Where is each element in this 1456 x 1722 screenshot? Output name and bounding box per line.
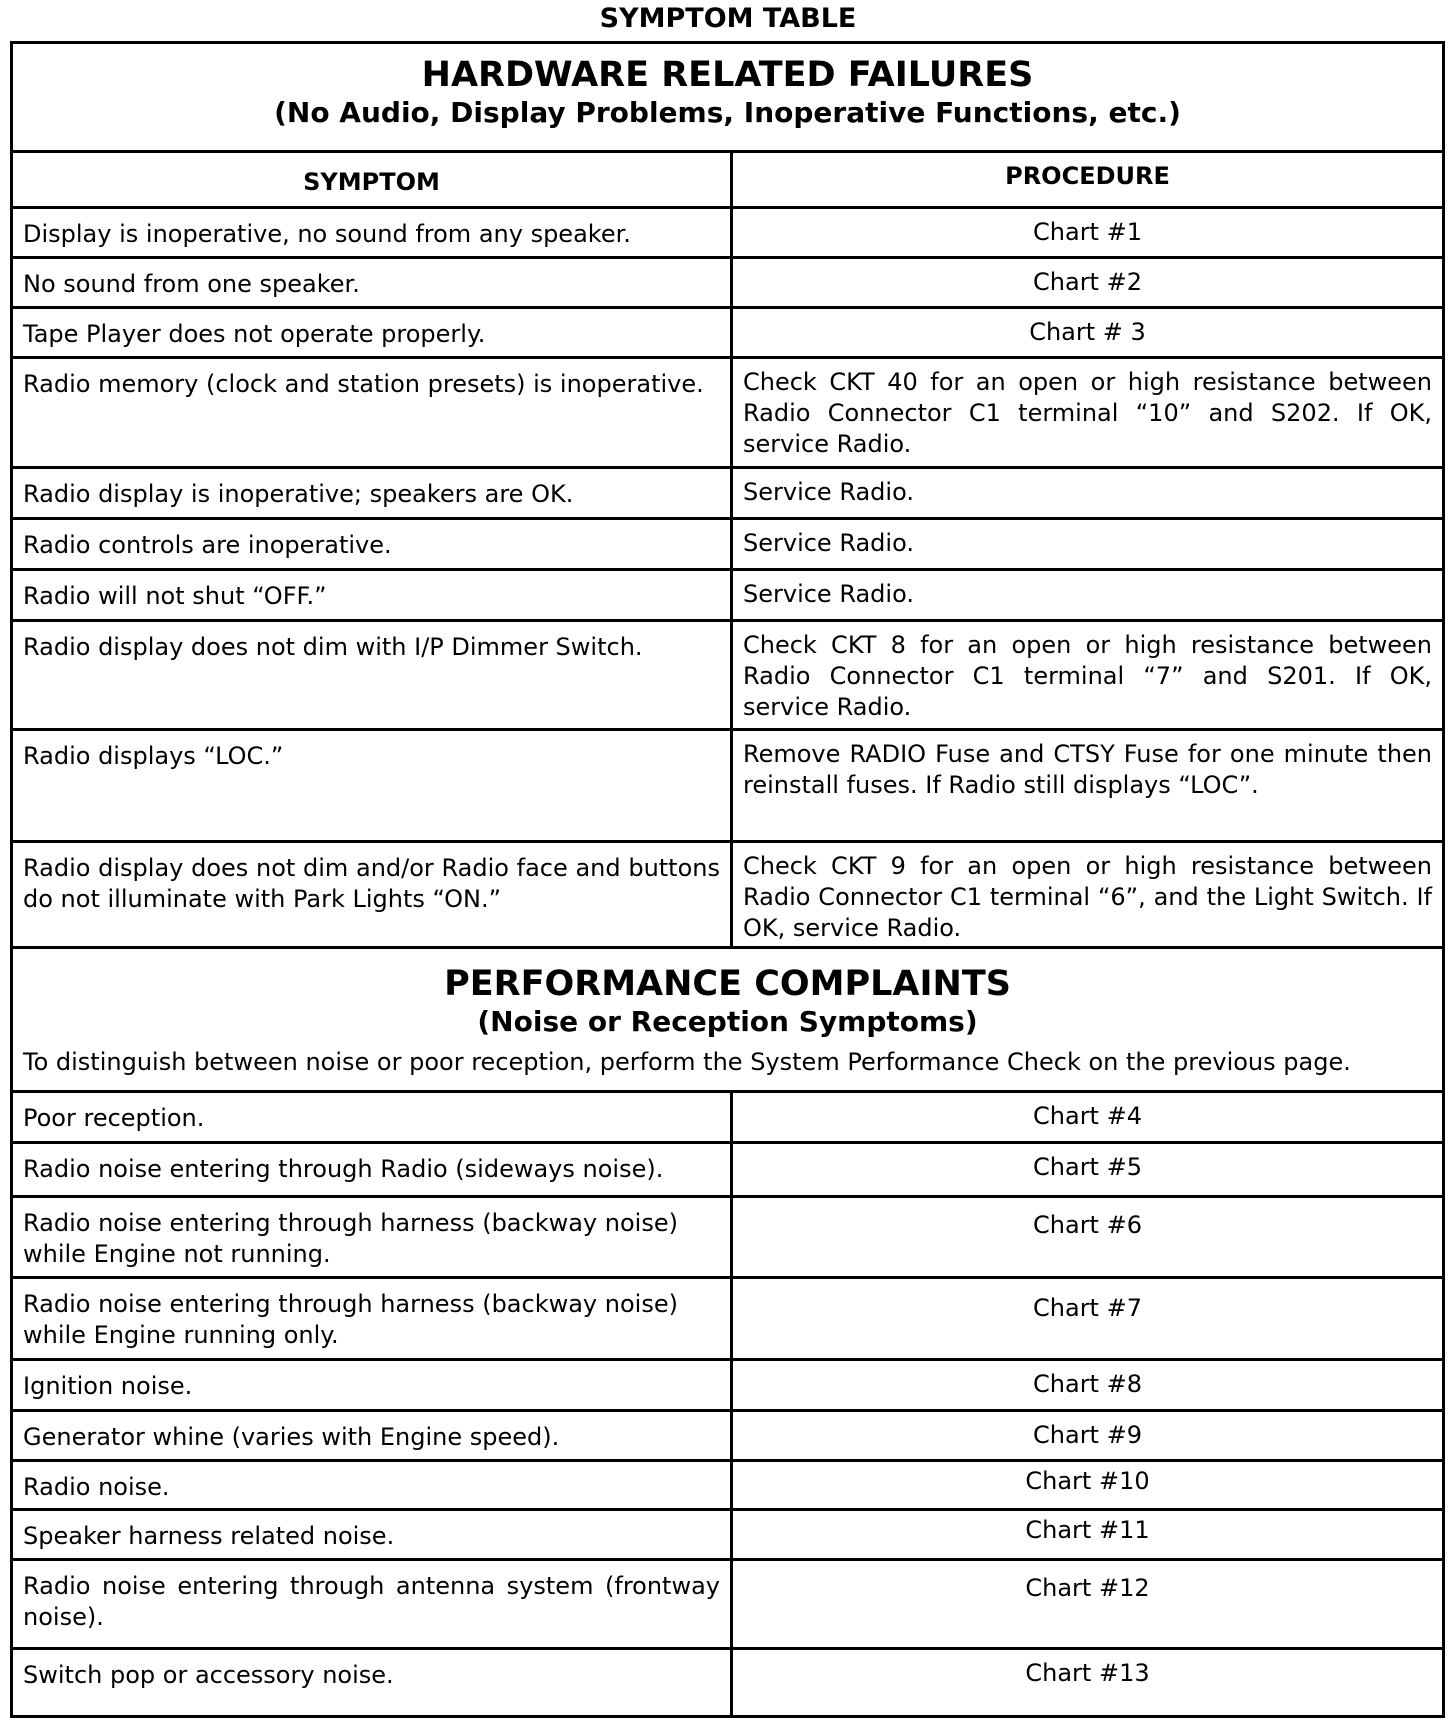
- symptom-cell: Radio noise entering through harness (backway noise) while Engine not running.: [23, 1209, 678, 1268]
- symptom-cell: Radio display does not dim and/or Radio face and buttons do not illuminate with Park Lights “ON.”: [23, 854, 720, 913]
- symptom-cell: Radio display is inoperative; speakers are OK.: [23, 480, 574, 508]
- table-row: [13, 517, 1442, 568]
- column-header-procedure: PROCEDURE: [730, 153, 1442, 206]
- page-title: SYMPTOM TABLE: [599, 3, 857, 34]
- table-row: [13, 1195, 1442, 1276]
- column-header-row: [13, 150, 1442, 206]
- procedure-cell: Chart #1: [730, 209, 1442, 256]
- procedure-cell: Chart #9: [730, 1412, 1442, 1459]
- procedure-cell: Check CKT 9 for an open or high resistance between Radio Connector C1 terminal “6”, and the Light Switch. If OK, service Radio.: [730, 843, 1442, 946]
- table-row: [13, 1141, 1442, 1195]
- table-row: [13, 356, 1442, 466]
- procedure-cell: Service Radio.: [730, 520, 1442, 568]
- performance-subtitle: (Noise or Reception Symptoms): [477, 1005, 978, 1038]
- table-row: [13, 256, 1442, 306]
- performance-note: To distinguish between noise or poor reception, perform the System Performance Check on the previous page.: [23, 1048, 1351, 1076]
- table-row: [13, 840, 1442, 946]
- symptom-cell: Radio noise.: [23, 1473, 170, 1501]
- table-row: [13, 1358, 1442, 1409]
- table-row: [13, 206, 1442, 256]
- procedure-cell: Chart #7: [730, 1279, 1442, 1358]
- symptom-cell: Radio will not shut “OFF.”: [23, 582, 327, 610]
- procedure-cell: Chart # 3: [730, 309, 1442, 356]
- performance-banner: [13, 946, 1442, 1090]
- table-row: [13, 1409, 1442, 1459]
- symptom-cell: Radio noise entering through harness (backway noise) while Engine running only.: [23, 1290, 678, 1349]
- table-row: [13, 306, 1442, 356]
- table-row: [13, 1459, 1442, 1508]
- symptom-cell: Radio controls are inoperative.: [23, 531, 392, 559]
- table-row: [13, 568, 1442, 619]
- procedure-cell: Chart #5: [730, 1144, 1442, 1195]
- procedure-cell: Chart #2: [730, 259, 1442, 306]
- column-header-symptom: SYMPTOM: [303, 168, 440, 196]
- symptom-cell: Radio display does not dim with I/P Dimmer Switch.: [23, 633, 643, 661]
- symptom-cell: Radio noise entering through Radio (sideways noise).: [23, 1155, 664, 1183]
- procedure-cell: Chart #6: [730, 1198, 1442, 1276]
- procedure-cell: Service Radio.: [730, 469, 1442, 517]
- hardware-banner: [13, 44, 1442, 150]
- table-row: [13, 1508, 1442, 1558]
- procedure-cell: Chart #8: [730, 1361, 1442, 1409]
- table-row: [13, 466, 1442, 517]
- performance-title: PERFORMANCE COMPLAINTS: [444, 964, 1011, 1004]
- table-row: [13, 1276, 1442, 1358]
- procedure-cell: Chart #11: [730, 1511, 1442, 1558]
- symptom-cell: Radio displays “LOC.”: [23, 742, 284, 770]
- symptom-cell: Radio memory (clock and station presets) is inoperative.: [23, 370, 704, 398]
- symptom-cell: No sound from one speaker.: [23, 270, 360, 298]
- symptom-table: [10, 41, 1445, 1718]
- table-row: [13, 1647, 1442, 1715]
- procedure-cell: Chart #12: [730, 1561, 1442, 1647]
- table-row: [13, 619, 1442, 728]
- procedure-cell: Check CKT 8 for an open or high resistance between Radio Connector C1 terminal “7” and S201. If OK, service Radio.: [730, 622, 1442, 728]
- procedure-cell: Chart #10: [730, 1462, 1442, 1508]
- table-row: [13, 1558, 1442, 1647]
- procedure-cell: Service Radio.: [730, 571, 1442, 619]
- symptom-cell: Ignition noise.: [23, 1372, 193, 1400]
- procedure-cell: Check CKT 40 for an open or high resistance between Radio Connector C1 terminal “10” and S202. If OK, service Radio.: [730, 359, 1442, 466]
- symptom-cell: Switch pop or accessory noise.: [23, 1661, 394, 1689]
- table-row: [13, 728, 1442, 840]
- symptom-cell: Speaker harness related noise.: [23, 1522, 395, 1550]
- procedure-cell: Chart #4: [730, 1093, 1442, 1141]
- symptom-cell: Poor reception.: [23, 1104, 205, 1132]
- symptom-cell: Display is inoperative, no sound from any speaker.: [23, 220, 631, 248]
- symptom-cell: Radio noise entering through antenna system (frontway noise).: [23, 1572, 720, 1631]
- procedure-cell: Remove RADIO Fuse and CTSY Fuse for one minute then reinstall fuses. If Radio still displays “LOC”.: [730, 731, 1442, 840]
- hardware-subtitle: (No Audio, Display Problems, Inoperative Functions, etc.): [274, 96, 1181, 129]
- symptom-cell: Tape Player does not operate properly.: [23, 320, 486, 348]
- symptom-cell: Generator whine (varies with Engine speed).: [23, 1423, 560, 1451]
- table-row: [13, 1090, 1442, 1141]
- hardware-title: HARDWARE RELATED FAILURES: [421, 55, 1034, 95]
- procedure-cell: Chart #13: [730, 1650, 1442, 1715]
